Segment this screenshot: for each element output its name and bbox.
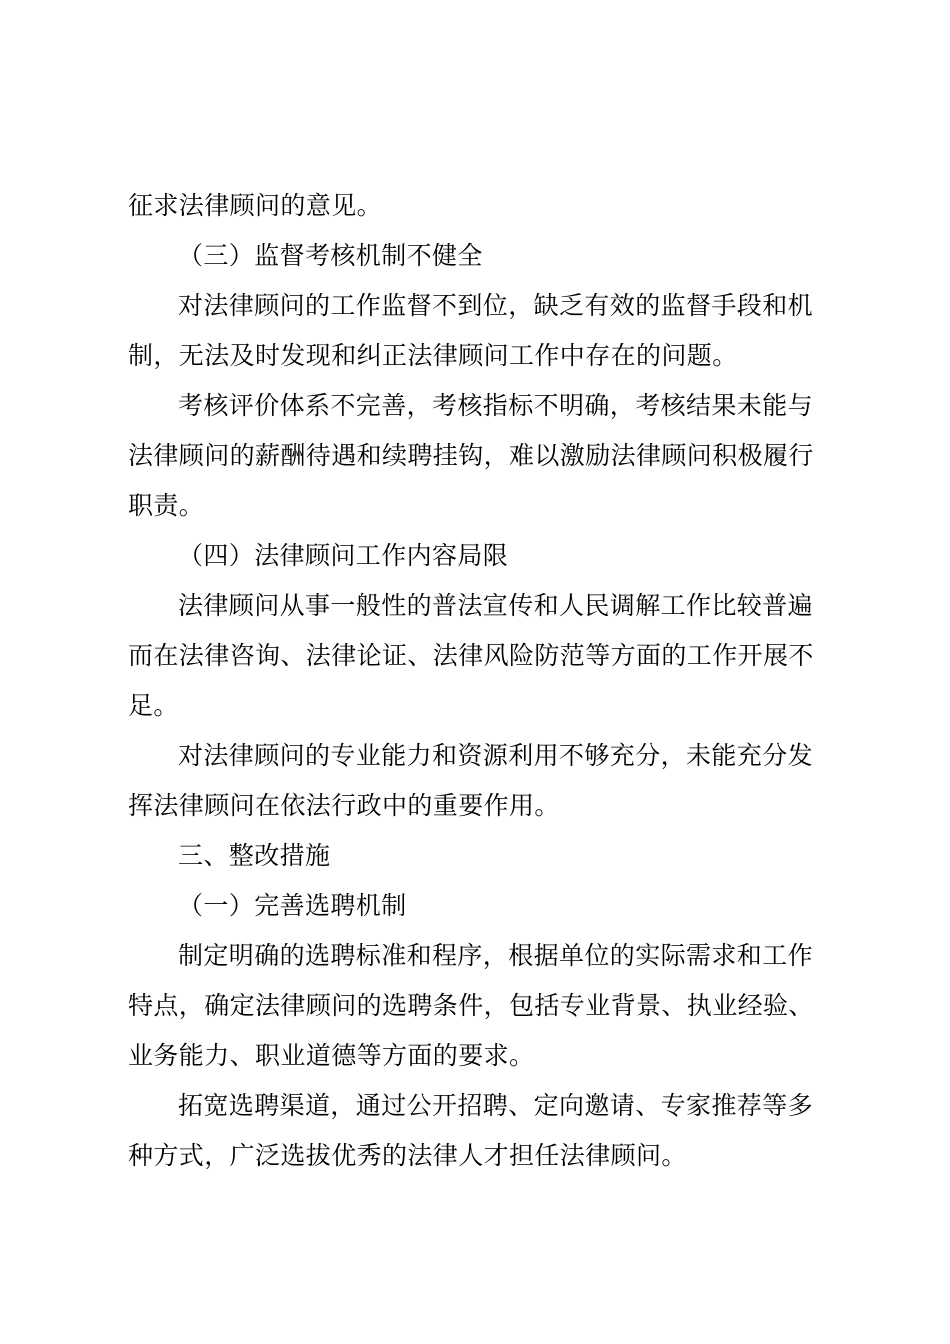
section-heading: （四）法律顾问工作内容局限: [178, 541, 509, 570]
text-line: 征求法律顾问的意见。: [128, 191, 383, 220]
paragraph-line: 业务能力、职业道德等方面的要求。: [128, 1041, 535, 1070]
chapter-heading: 三、整改措施: [178, 841, 331, 870]
paragraph-line: 考核评价体系不完善，考核指标不明确，考核结果未能与: [178, 391, 814, 420]
paragraph-line: 足。: [128, 691, 179, 720]
paragraph-line: 职责。: [128, 491, 205, 520]
paragraph-line: 种方式，广泛选拔优秀的法律人才担任法律顾问。: [128, 1141, 687, 1170]
paragraph-line: 而在法律咨询、法律论证、法律风险防范等方面的工作开展不: [128, 641, 814, 670]
paragraph-line: 制，无法及时发现和纠正法律顾问工作中存在的问题。: [128, 341, 738, 370]
paragraph-line: 法律顾问从事一般性的普法宣传和人民调解工作比较普遍: [178, 591, 814, 620]
paragraph-line: 拓宽选聘渠道，通过公开招聘、定向邀请、专家推荐等多: [178, 1091, 814, 1120]
section-heading: （一）完善选聘机制: [178, 891, 407, 920]
paragraph-line: 制定明确的选聘标准和程序，根据单位的实际需求和工作: [178, 941, 814, 970]
paragraph-line: 法律顾问的薪酬待遇和续聘挂钩，难以激励法律顾问积极履行: [128, 441, 814, 470]
paragraph-line: 对法律顾问的工作监督不到位，缺乏有效的监督手段和机: [178, 291, 814, 320]
section-heading: （三）监督考核机制不健全: [178, 241, 483, 270]
paragraph-line: 对法律顾问的专业能力和资源利用不够充分，未能充分发: [178, 741, 814, 770]
paragraph-line: 特点，确定法律顾问的选聘条件，包括专业背景、执业经验、: [128, 991, 814, 1020]
paragraph-line: 挥法律顾问在依法行政中的重要作用。: [128, 791, 560, 820]
